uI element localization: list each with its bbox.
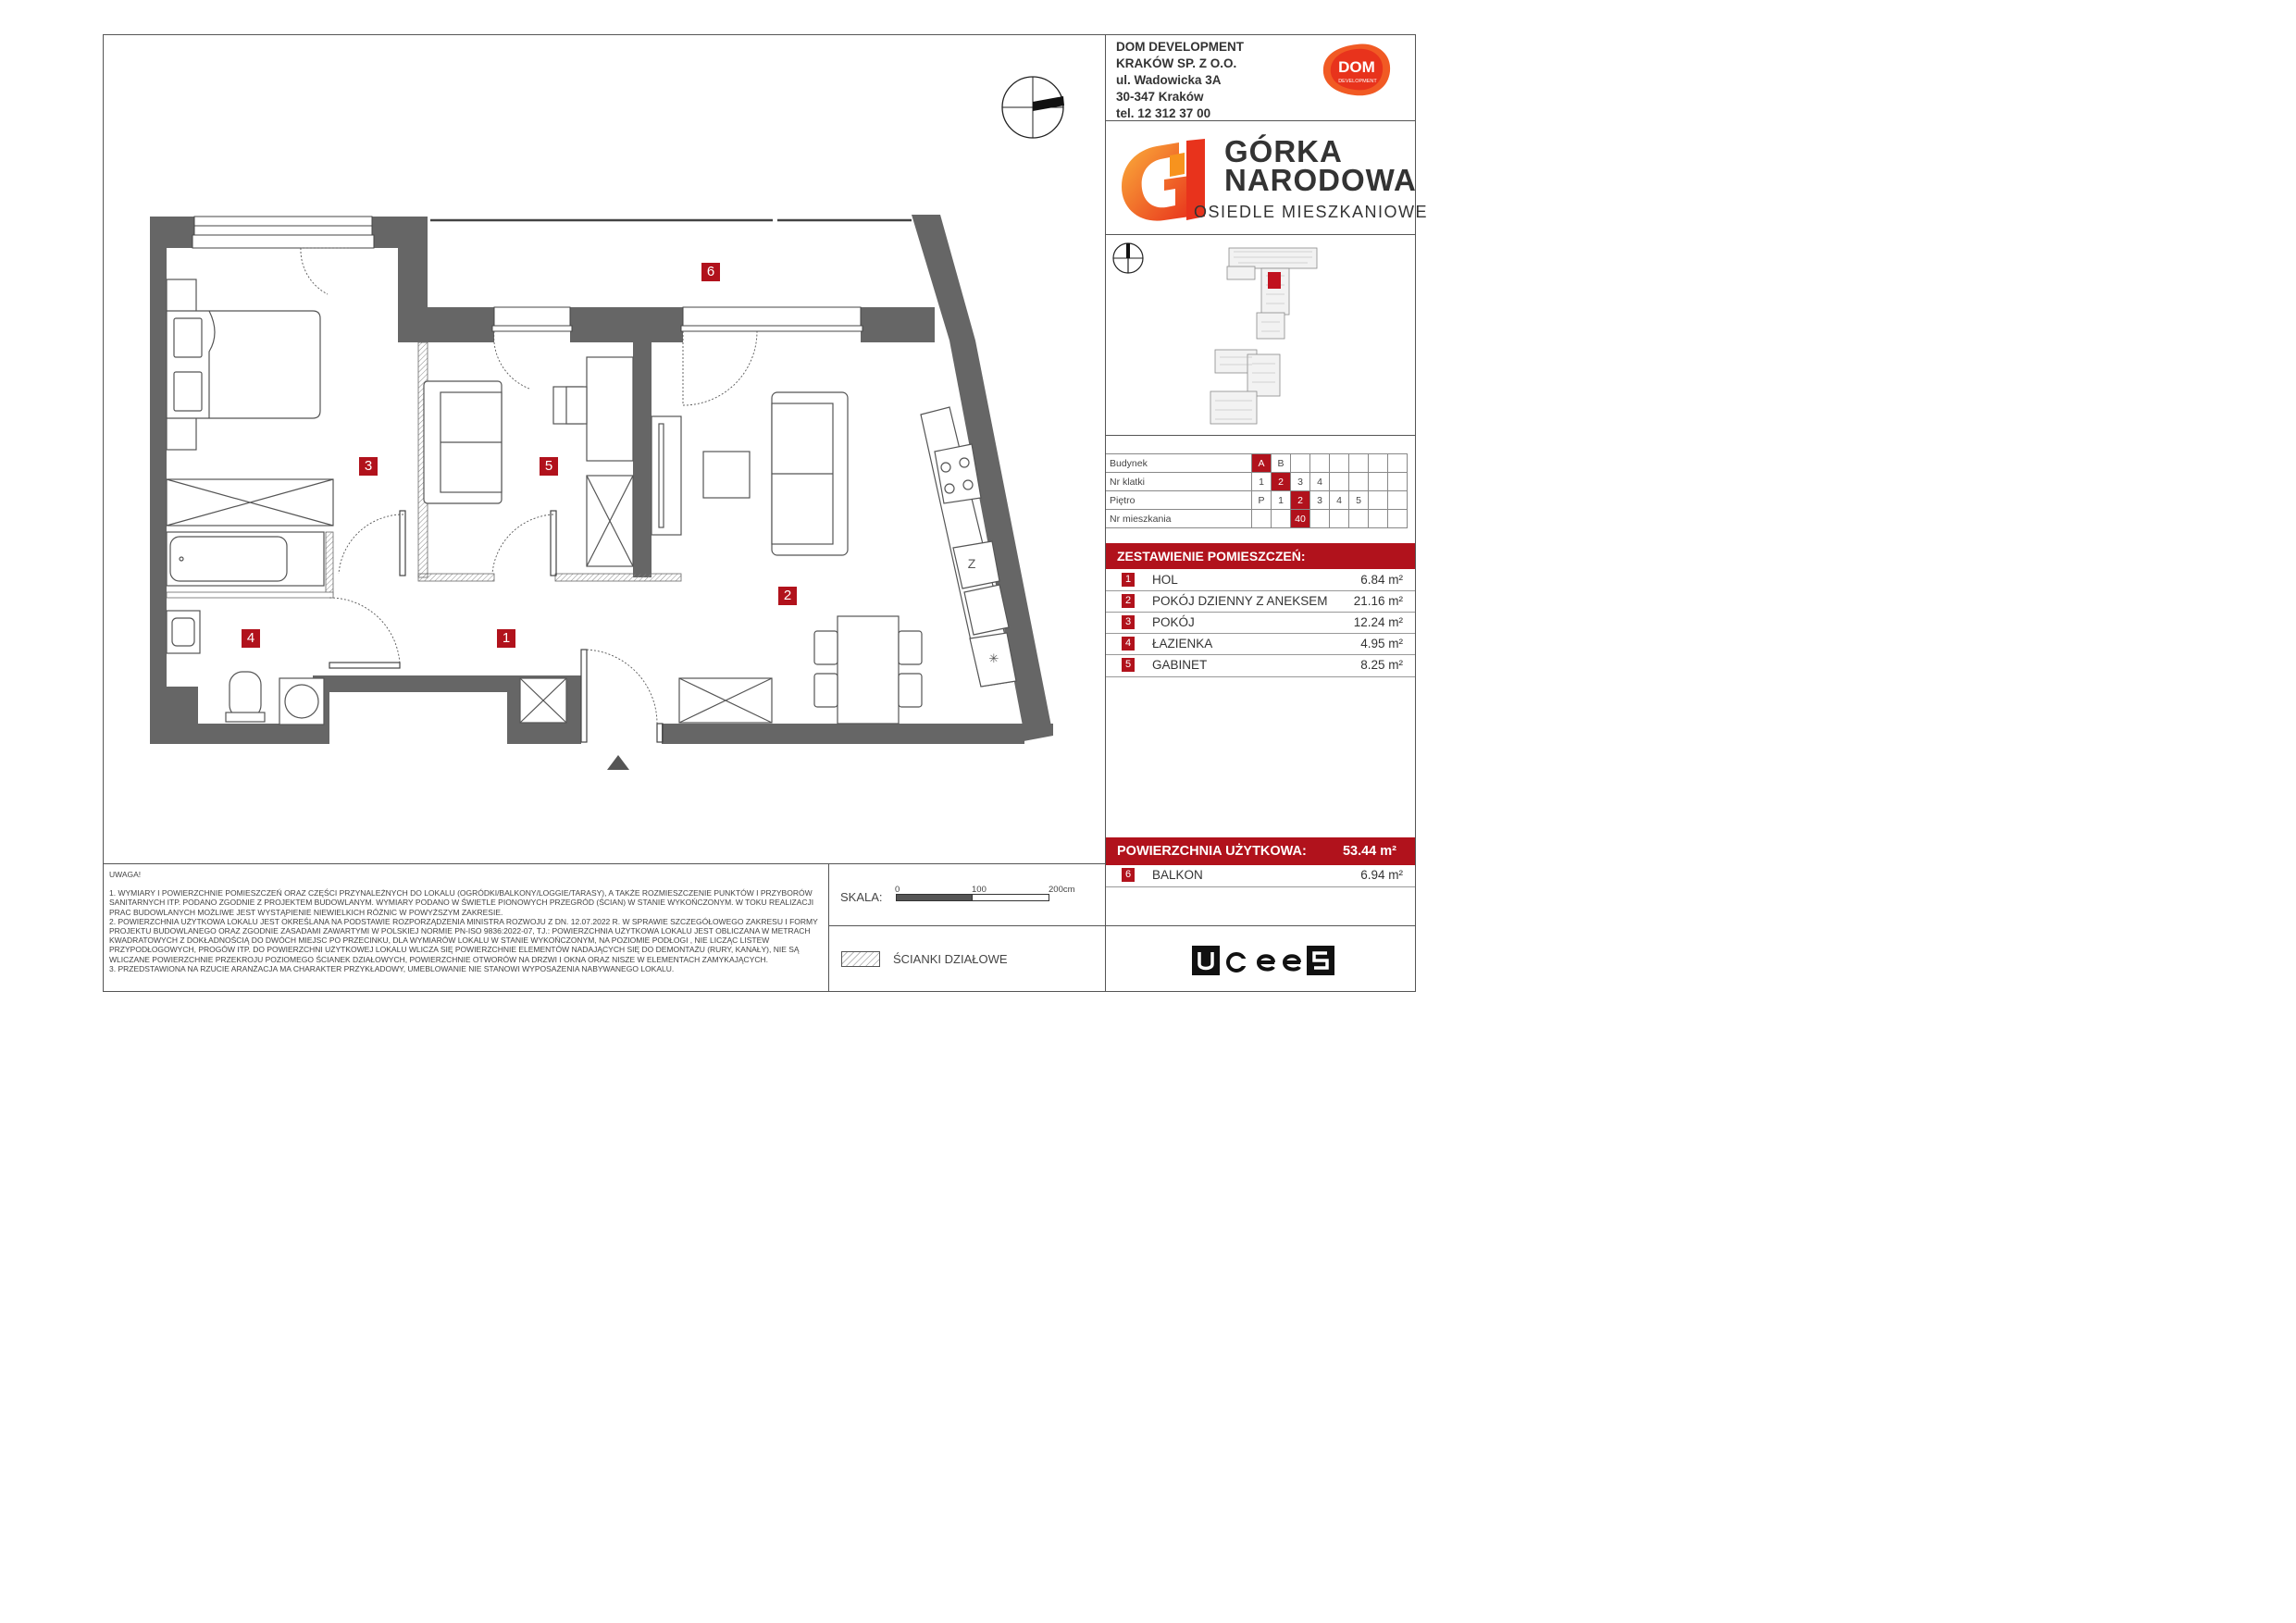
room-name: BALKON xyxy=(1152,868,1203,882)
info-label: Budynek xyxy=(1106,454,1252,473)
wall-west xyxy=(150,217,167,744)
info-cell: 2 xyxy=(1272,473,1291,491)
info-cell xyxy=(1252,510,1272,528)
divider xyxy=(1105,435,1416,436)
info-row-apartment-number xyxy=(1106,510,1408,528)
wall-se-corner xyxy=(1009,724,1053,744)
project-title-line-2: NARODOWA xyxy=(1224,163,1417,197)
info-cell xyxy=(1369,491,1388,510)
info-cell xyxy=(1369,454,1388,473)
info-cell xyxy=(1388,473,1408,491)
info-label: Nr klatki xyxy=(1106,473,1252,491)
info-cell xyxy=(1369,510,1388,528)
apartment-marker xyxy=(1268,272,1281,289)
divider xyxy=(1105,925,1416,926)
company-city: 30-347 Kraków xyxy=(1116,90,1204,104)
room-area: 6.94 m² xyxy=(1360,868,1403,882)
wall-nw-corner xyxy=(150,217,194,248)
info-cell: 4 xyxy=(1330,491,1349,510)
room-area: 4.95 m² xyxy=(1360,637,1403,650)
plan-label-room-1: 1 xyxy=(497,629,515,648)
room-row xyxy=(1106,613,1415,634)
project-title xyxy=(1224,134,1417,197)
info-cell xyxy=(1272,510,1291,528)
room-row xyxy=(1106,634,1415,655)
room-name: ŁAZIENKA xyxy=(1152,637,1213,650)
company-street: ul. Wadowicka 3A xyxy=(1116,73,1222,87)
info-cell: B xyxy=(1272,454,1291,473)
total-label: POWIERZCHNIA UŻYTKOWA: xyxy=(1117,844,1307,859)
info-cell: P xyxy=(1252,491,1272,510)
room-number: 6 xyxy=(1122,868,1135,882)
info-cell xyxy=(1291,454,1310,473)
wall-shaft xyxy=(167,687,198,724)
note-2: 2. POWIERZCHNIA UŻYTKOWA LOKALU JEST OKREŚLANA NA PODSTAWIE ROZPORZĄDZENIA MINISTRA ROZWOJU Z DN. 12.07.2022 R. W SPRAWIE SZCZEGÓŁOWEGO ZAKRESU I FORMY PROJEKTU BUDOWLANEGO ORAZ ZGODNIE ZASADAMI ZAWARTYMI W POLSKIEJ NORMIE PN-ISO 9836:2022-07, TJ.: POWIERZCHNIA UŻYTKOWA LOKALU JEST OBLICZANA W METRACH KWADRATOWYCH Z DOKŁADNOŚCIĄ DO DWÓCH MIEJSC PO PRZECINKU, DLA WYMIARÓW LOKALU W STANIE WYKOŃCZONYM, NA POZIOMIE PODŁOGI , NIE LICZĄC LISTEW PRZYPODŁOGOWYCH, PROGÓW ITP. DO POWIERZCHNI UŻYTKOWEJ LOKALU WLICZA SIĘ POWIERZCHNIE ELEMENTÓW NADAJĄCYCH SIĘ DO DEMONTAŻU (RURY, KANAŁY), NIE SĄ WLICZANE POWIERZCHNIE PRZEKROJU POZIOMEGO ŚCIANEK DZIAŁOWYCH, POWIERZCHNIE OTWORÓW NA DRZWI I OKNA ORAZ NISZE W ELEMENTACH ZAMYKAJĄCYCH. xyxy=(109,916,818,964)
room-name: POKÓJ DZIENNY Z ANEKSEM xyxy=(1152,594,1328,608)
room-area: 21.16 m² xyxy=(1353,594,1403,608)
room-number: 4 xyxy=(1122,637,1135,650)
room-number: 3 xyxy=(1122,615,1135,629)
info-row-floor xyxy=(1106,491,1408,510)
partition-hatch-icon xyxy=(841,951,880,967)
notes xyxy=(109,870,820,973)
room-row xyxy=(1106,591,1415,613)
room-name: HOL xyxy=(1152,573,1178,587)
key-plan xyxy=(1109,239,1414,433)
scale-bar xyxy=(896,894,1058,903)
room-row xyxy=(1106,655,1415,676)
total-value: 53.44 m² xyxy=(1342,844,1396,859)
company-phone: tel. 12 312 37 00 xyxy=(1116,106,1211,120)
info-cell xyxy=(1310,510,1330,528)
project-title-line-1: GÓRKA xyxy=(1224,134,1343,168)
info-cell: 1 xyxy=(1272,491,1291,510)
info-label: Nr mieszkania xyxy=(1106,510,1252,528)
toilet xyxy=(230,672,261,718)
plan-label-room-4: 4 xyxy=(242,629,260,648)
dom-logo-subtext: DEVELOPMENT xyxy=(1338,79,1377,84)
room-row xyxy=(1106,570,1415,591)
info-cell xyxy=(1330,454,1349,473)
info-cell: 4 xyxy=(1310,473,1330,491)
info-cell: 2 xyxy=(1291,491,1310,510)
room-area: 8.25 m² xyxy=(1360,658,1403,672)
info-cell xyxy=(1349,510,1369,528)
furniture xyxy=(167,279,1016,725)
note-3: 3. PRZEDSTAWIONA NA RZUCIE ARANŻACJA MA CHARAKTER PRZYKŁADOWY, UMEBLOWANIE NIE STANOWI WYPOSAŻENIA NABYWANEGO LOKALU. xyxy=(109,963,675,973)
info-cell: 1 xyxy=(1252,473,1272,491)
wall-south-bath xyxy=(150,724,329,744)
info-cell xyxy=(1388,491,1408,510)
info-cell xyxy=(1349,454,1369,473)
info-cell: A xyxy=(1252,454,1272,473)
rooms-header: ZESTAWIENIE POMIESZCZEŃ: xyxy=(1106,543,1415,569)
info-cell: 3 xyxy=(1291,473,1310,491)
dining-table xyxy=(838,616,899,724)
info-cell: 5 xyxy=(1349,491,1369,510)
wall-living-north-2 xyxy=(861,307,935,342)
info-cell: 40 xyxy=(1291,510,1310,528)
wall-living-north-1 xyxy=(570,307,683,342)
notes-header: UWAGA! xyxy=(109,870,142,879)
room-name: POKÓJ xyxy=(1152,615,1195,629)
info-cell xyxy=(1349,473,1369,491)
balcony-row xyxy=(1106,865,1415,886)
partition-walls-label: ŚCIANKI DZIAŁOWE xyxy=(893,952,1008,966)
divider xyxy=(828,863,829,992)
compass-icon xyxy=(1002,77,1064,138)
company-name: DOM DEVELOPMENT xyxy=(1116,40,1245,54)
desk xyxy=(587,357,633,461)
wall-hall-north xyxy=(313,675,518,692)
project-subtitle: OSIEDLE MIESZKANIOWE xyxy=(1194,203,1429,221)
entrance-icon xyxy=(607,755,629,770)
scale-tick-200: 200cm xyxy=(1049,885,1075,895)
info-cell xyxy=(1369,473,1388,491)
info-cell xyxy=(1330,510,1349,528)
room-number: 1 xyxy=(1122,573,1135,587)
fridge-icon: Z xyxy=(967,556,976,571)
room-number: 2 xyxy=(1122,594,1135,608)
plan-label-room-3: 3 xyxy=(359,457,378,476)
info-cell xyxy=(1310,454,1330,473)
apartment-info-table xyxy=(1106,453,1408,528)
wall-study-north xyxy=(428,307,494,342)
ucees-logo xyxy=(1192,944,1335,977)
appliance-icon: ✳ xyxy=(988,652,999,666)
divider xyxy=(103,863,1105,864)
plan-label-room-5: 5 xyxy=(540,457,558,476)
building-outline xyxy=(1210,248,1317,424)
info-label: Piętro xyxy=(1106,491,1252,510)
room-area: 6.84 m² xyxy=(1360,573,1403,587)
coffee-table xyxy=(703,452,750,498)
info-cell xyxy=(1388,454,1408,473)
plan-label-room-6: 6 xyxy=(701,263,720,281)
wall-bedroom-east xyxy=(398,217,428,342)
dom-logo-text: DOM xyxy=(1338,58,1375,76)
info-row-staircase xyxy=(1106,473,1408,491)
room-number: 5 xyxy=(1122,658,1135,672)
total-usable-area xyxy=(1106,837,1415,865)
room-area: 12.24 m² xyxy=(1353,615,1403,629)
note-1: 1. WYMIARY I POWIERZCHNIE POMIESZCZEŃ ORAZ CZĘŚCI PRZYNALEŻNYCH DO LOKALU (OGRÓDKI/BALKONY/LOGGIE/TARASY), A TAKŻE ROZMIESZCZENIE PUNKTÓW I PRZYBORÓW SANITARNYCH ITP. PODANO ZGODNIE Z PROJEKTEM BUDOWLANYM. WYMIARY PODANO W ŚWIETLE PIONOWYCH PRZEGRÓD (ŚCIAN) W STANIE WYKOŃCZONYM. W TOKU REALIZACJI PRAC BUDOWLANYCH MOŻLIWE JEST WYSTĄPIENIE NIEWIELKICH RÓŻNIC W POWYŻSZYM ZAKRESIE. xyxy=(109,888,814,917)
scale-label: SKALA: xyxy=(840,890,883,904)
divider xyxy=(1105,234,1416,235)
tv-unit xyxy=(652,416,681,535)
room-name: GABINET xyxy=(1152,658,1208,672)
dom-development-logo xyxy=(1320,42,1394,97)
info-cell: 3 xyxy=(1310,491,1330,510)
company-name-2: KRAKÓW SP. Z O.O. xyxy=(1116,56,1237,70)
north-icon xyxy=(1113,243,1143,273)
plan-label-room-2: 2 xyxy=(778,587,797,605)
company-address xyxy=(1116,39,1244,122)
divider xyxy=(828,925,1105,926)
info-cell xyxy=(1388,510,1408,528)
scale-tick-100: 100 xyxy=(972,885,987,895)
info-row-building xyxy=(1106,454,1408,473)
wall-south-east xyxy=(662,724,1024,744)
wall-study-east xyxy=(633,341,652,577)
floor-plan xyxy=(104,35,1105,863)
scale-tick-0: 0 xyxy=(895,885,900,895)
info-cell xyxy=(1330,473,1349,491)
